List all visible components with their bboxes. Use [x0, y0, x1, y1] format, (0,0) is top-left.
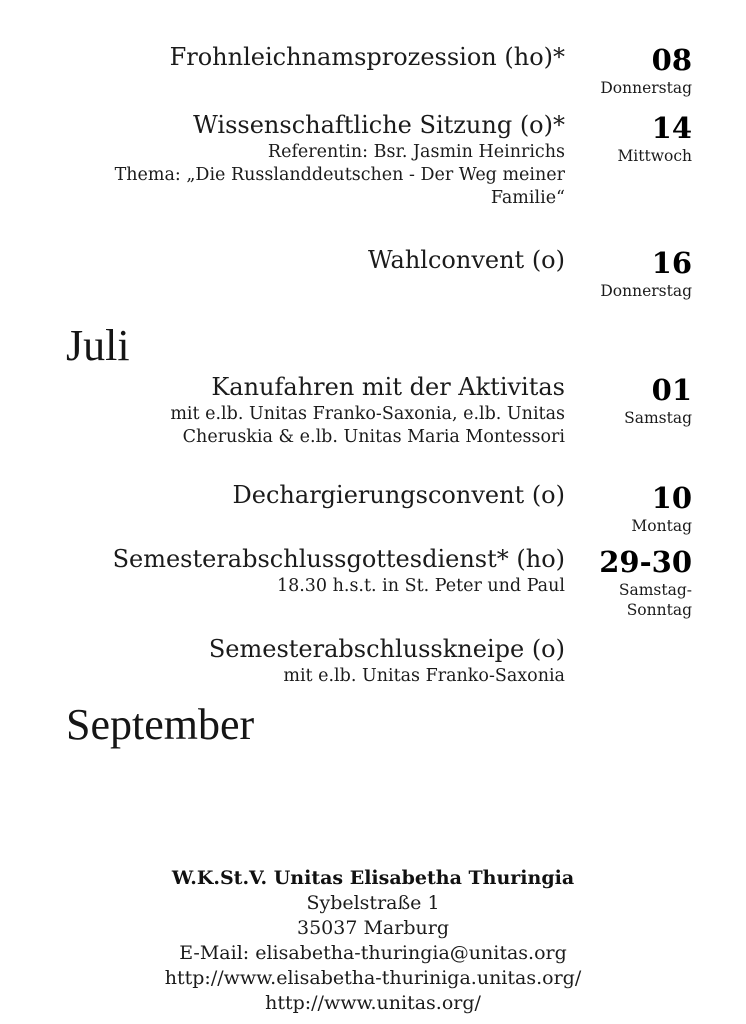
event-row — [0, 110, 746, 210]
event-date-column — [565, 110, 746, 166]
month-heading-july: Juli — [66, 321, 130, 370]
event-date: 08 — [651, 43, 692, 77]
event-row — [0, 634, 746, 688]
event-date-column — [565, 42, 746, 98]
event-date-column — [565, 544, 746, 620]
event-date: 14 — [651, 111, 692, 145]
footer-organization: W.K.St.V. Unitas Elisabetha Thuringia — [171, 867, 575, 889]
event-date: 10 — [651, 481, 692, 515]
event-detail: mit e.lb. Unitas Franko-Saxonia, e.lb. Unitas Cheruskia & e.lb. Unitas Maria Montessori — [170, 404, 565, 447]
event-date: 29-30 — [599, 545, 692, 579]
event-row — [0, 480, 746, 536]
event-row — [0, 245, 746, 301]
event-main-column — [0, 544, 565, 598]
event-day: Donnerstag — [600, 282, 692, 300]
event-detail: mit e.lb. Unitas Franko-Saxonia — [283, 666, 565, 686]
footer-website-2: http://www.unitas.org/ — [265, 992, 481, 1014]
event-title: Dechargierungsconvent (o) — [232, 481, 565, 509]
footer-email: E-Mail: elisabetha-thuringia@unitas.org — [179, 942, 567, 964]
event-main-column — [0, 42, 565, 73]
event-day: Mittwoch — [617, 147, 692, 165]
event-day: Samstag — [624, 409, 692, 427]
event-detail: 18.30 h.s.t. in St. Peter und Paul — [276, 576, 565, 596]
event-title: Wahlconvent (o) — [367, 246, 565, 274]
event-day: Montag — [631, 517, 692, 535]
event-main-column — [0, 480, 565, 511]
footer-city: 35037 Marburg — [297, 917, 449, 939]
month-heading-september: September — [66, 700, 255, 749]
event-main-column — [0, 372, 565, 449]
event-title: Frohnleichnamsprozession (ho)* — [169, 43, 565, 71]
footer-street: Sybelstraße 1 — [306, 892, 440, 914]
event-title: Wissenschaftliche Sitzung (o)* — [193, 111, 565, 139]
footer — [0, 866, 746, 1016]
event-row — [0, 42, 746, 98]
event-date: 01 — [651, 373, 692, 407]
event-title: Semesterabschlusskneipe (o) — [208, 635, 565, 663]
event-main-column — [0, 110, 565, 210]
event-title: Kanufahren mit der Aktivitas — [211, 373, 565, 401]
event-date-column — [565, 245, 746, 301]
footer-website-1: http://www.elisabetha-thuriniga.unitas.org/ — [164, 967, 582, 989]
event-main-column — [0, 634, 565, 688]
event-row — [0, 544, 746, 620]
event-date: 16 — [651, 246, 692, 280]
event-row — [0, 372, 746, 449]
event-day: Samstag-Sonntag — [618, 581, 692, 619]
event-date-column — [565, 372, 746, 428]
event-detail: Referentin: Bsr. Jasmin Heinrichs — [267, 142, 565, 162]
event-day: Donnerstag — [600, 79, 692, 97]
event-title: Semesterabschlussgottesdienst* (ho) — [112, 545, 565, 573]
event-detail: Thema: „Die Russlanddeutschen - Der Weg meiner Familie“ — [114, 165, 565, 208]
event-date-column — [565, 480, 746, 536]
event-main-column — [0, 245, 565, 276]
